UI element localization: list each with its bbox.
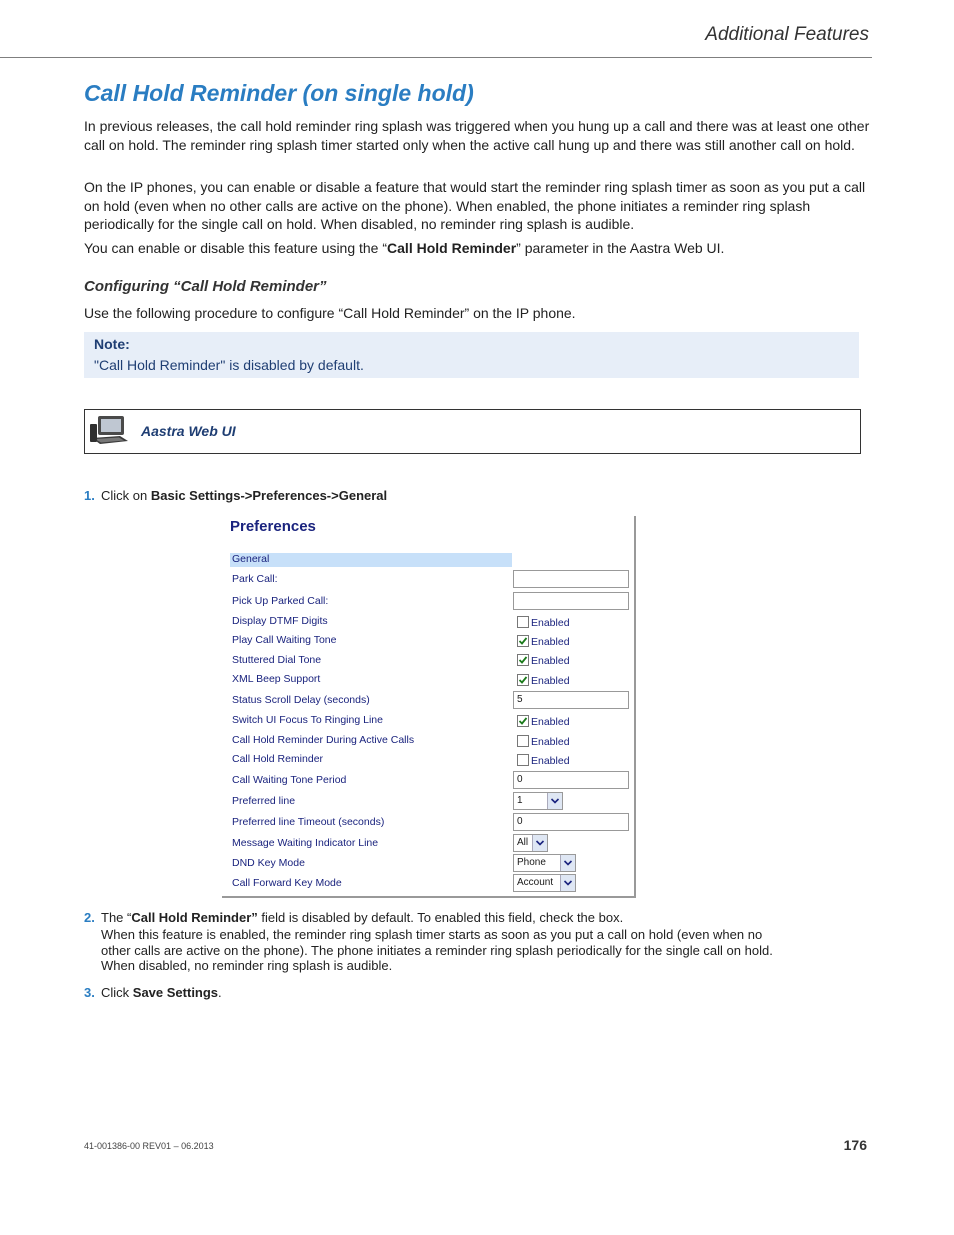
section-header: Additional Features [705,24,869,45]
pref-row-label: Park Call: [232,573,278,585]
stuttered-dial-tone-checkbox[interactable] [517,654,529,666]
step-1-number: 1. [84,488,95,503]
paragraph-1: In previous releases, the call hold reminder ring splash was triggered when you hung up a call and there was at least one other call on hold. The reminder ring splash timer started only when the active call hung up and there was still another call on hold. [84,118,870,153]
pref-row-label: Call Waiting Tone Period [232,774,347,786]
checkbox-label: Enabled [531,636,570,648]
preferred-line-select[interactable]: 1 [513,792,563,810]
checkbox-label: Enabled [531,716,570,728]
web-ui-label: Aastra Web UI [141,423,236,439]
paragraph-3-bold: Call Hold Reminder [387,240,517,256]
computer-icon [90,414,130,448]
step-1 [84,488,387,503]
step-3-post: . [218,985,222,1000]
chevron-down-icon [561,855,575,871]
pref-row-label: Message Waiting Indicator Line [232,837,379,849]
preferences-screenshot [222,516,636,898]
paragraph-3-post: ” parameter in the Aastra Web UI. [516,240,725,256]
intro-text: Use the following procedure to configure “Call Hold Reminder” on the IP phone. [84,305,576,321]
paragraph-3 [84,239,870,258]
pref-row-label: Call Forward Key Mode [232,877,342,889]
pref-row-label: Stuttered Dial Tone [232,654,322,666]
note-text: "Call Hold Reminder" is disabled by default. [94,357,364,373]
preferences-title: Preferences [230,518,316,535]
park-call-input[interactable] [513,570,629,588]
step-3 [84,985,222,1000]
mwi-line-select[interactable]: All [513,834,548,852]
dnd-key-mode-select[interactable]: Phone [513,854,576,872]
general-section-bar [230,553,512,567]
pickup-parked-call-input[interactable] [513,592,629,610]
pref-row-label: Call Hold Reminder [232,753,324,765]
step-2-post: field is disabled by default. To enabled this field, check the box. [257,910,624,925]
switch-ui-focus-checkbox[interactable] [517,715,529,727]
preferred-line-timeout-input[interactable]: 0 [513,813,629,831]
footer-doc-id: 41-001386-00 REV01 – 06.2013 [84,1141,214,1151]
step-1-path: Basic Settings->Preferences->General [150,488,388,503]
chevron-down-icon [561,875,575,891]
pref-row-label: Preferred line [232,795,296,807]
call-forward-key-mode-select[interactable]: Account [513,874,576,892]
pref-row-label: DND Key Mode [232,857,305,869]
pref-row-label: Preferred line Timeout (seconds) [232,816,385,828]
pref-row-label: XML Beep Support [232,673,321,685]
note-box [84,332,859,378]
general-section-label: General [232,553,270,565]
checkbox-label: Enabled [531,655,570,667]
step-2-number: 2. [84,910,95,925]
call-waiting-tone-period-input[interactable]: 0 [513,771,629,789]
display-dtmf-checkbox[interactable] [517,616,529,628]
step-3-pre: Click [101,985,133,1000]
step-3-number: 3. [84,985,95,1000]
pref-row-label: Call Hold Reminder During Active Calls [232,734,415,746]
checkbox-label: Enabled [531,675,570,687]
pref-row-label: Display DTMF Digits [232,615,328,627]
pref-row-label: Switch UI Focus To Ringing Line [232,714,383,726]
pref-row-label: Status Scroll Delay (seconds) [232,694,370,706]
step-2-body: When this feature is enabled, the reminder ring splash timer starts as soon as you put a call on hold (even when no other calls are active on the phone). The phone initiates a reminder ring splash periodically for the single call on hold. When disabled, no reminder ring splash is audible. [101,927,773,973]
pref-row-label: Play Call Waiting Tone [232,634,337,646]
checkbox-label: Enabled [531,755,570,767]
call-waiting-tone-checkbox[interactable] [517,635,529,647]
chevron-down-icon [533,835,547,851]
page-title: Call Hold Reminder (on single hold) [84,80,474,106]
checkbox-label: Enabled [531,617,570,629]
web-ui-box [84,409,861,454]
step-2 [84,910,623,925]
call-hold-reminder-checkbox[interactable] [517,754,529,766]
checkbox-label: Enabled [531,736,570,748]
page-number: 176 [843,1137,867,1153]
step-3-bold: Save Settings [132,985,219,1000]
step-2-bold: Call Hold Reminder” [131,910,258,925]
chevron-down-icon [548,793,562,809]
step-1-pre: Click on [101,488,151,503]
pref-row-label: Pick Up Parked Call: [232,595,329,607]
step-2-pre: The “ [101,910,132,925]
paragraph-2: On the IP phones, you can enable or disable a feature that would start the reminder ring splash timer as soon as you put a call on hold (even when no other calls are active on the phone). When enabled, the phone initiates a reminder ring splash periodically for the single call on hold. When disabled, no reminder ring splash is audible. [84,179,866,232]
status-scroll-delay-input[interactable]: 5 [513,691,629,709]
xml-beep-checkbox[interactable] [517,674,529,686]
subheading: Configuring “Call Hold Reminder” [84,278,327,295]
hold-reminder-active-calls-checkbox[interactable] [517,735,529,747]
note-label: Note: [94,336,130,352]
header-divider [0,57,872,58]
paragraph-3-pre: You can enable or disable this feature using the “ [84,240,388,256]
